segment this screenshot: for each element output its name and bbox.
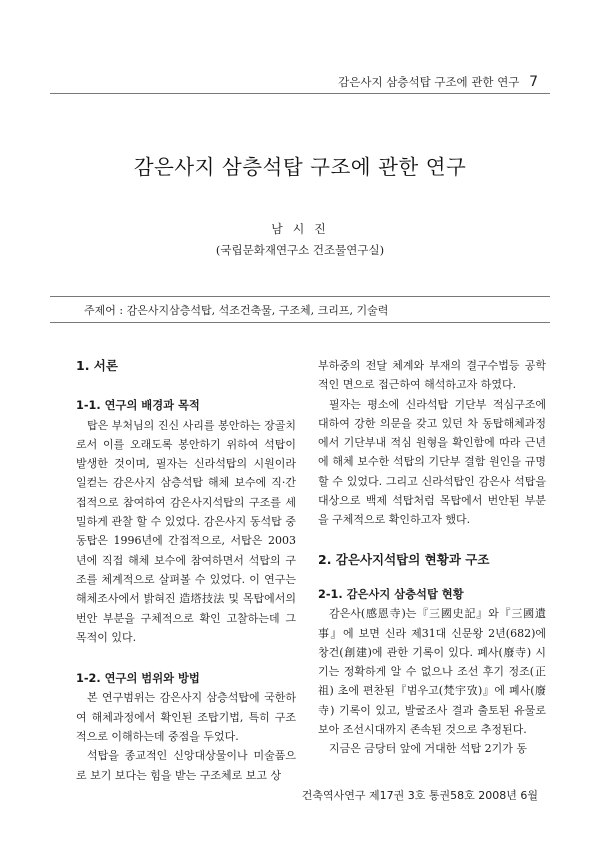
author-affiliation: (국립문화재연구소 건조물연구실) bbox=[215, 243, 385, 257]
left-column bbox=[76, 356, 296, 785]
author-name: 남 시 진 bbox=[271, 222, 329, 236]
paragraph-motivation: 필자는 평소에 신라석탑 기단부 적심구조에 대하여 강한 의문을 갖고 있던 차 동탑해체과정에서 기단부내 적심 원형을 확인함에 따라 근년에 해체 보수한 석탑의 기단부 결함 원인을 규명할 수 있었다. 그리고 신라석탑인 감은사 석탑을 대상으로 백제 석탑처럼 목탑에서 번안된 부분을 구체적으로 확인하고자 했다. bbox=[318, 397, 546, 527]
running-title: 감은사지 삼층석탑 구조에 관한 연구 bbox=[338, 75, 520, 89]
running-header bbox=[338, 74, 538, 90]
paragraph-method-continued: 부하중의 전달 체계와 부재의 결구수법등 공학적인 면으로 접근하여 해석하고자 하였다. bbox=[318, 359, 546, 392]
paragraph-background: 탑은 부처님의 진신 사리를 봉안하는 장골치로서 이를 오래도록 봉안하기 위하여 석탑이 발생한 것이며, 필자는 신라석탑의 시원이라 일컫는 감은사지 삼층석탑 해체 보수에 직·간접적으로 참여하여 감은사지석탑의 구조를 세밀하게 관찰 할 수 있었다. 감은사지 동석탑 중 동탑은 1996년에 간접적으로, 서탑은 2003년에 직접 해체 보수에 참여하면서 석탑의 구조를 체계적으로 살펴볼 수 있었다. 이 연구는 해체조사에서 밝혀진 造塔技法 및 목탑에서의 번안 부분을 구체적으로 확인 고찰하는데 그 목적이 있다. bbox=[76, 418, 296, 644]
right-column bbox=[318, 356, 546, 759]
subsection-heading-background: 1-1. 연구의 배경과 목적 bbox=[76, 399, 200, 413]
paragraph-current-site: 지금은 금당터 앞에 거대한 석탑 2기가 동 bbox=[329, 742, 527, 756]
page-number: 7 bbox=[529, 74, 538, 90]
subsection-heading-current-status: 2-1. 감은사지 삼층석탑 현황 bbox=[318, 587, 464, 601]
journal-citation: 건축역사연구 제17권 3호 통권58호 2008년 6월 bbox=[301, 789, 538, 802]
header-divider bbox=[50, 93, 550, 94]
paragraph-scope: 본 연구범위는 감은사지 삼층석탑에 국한하여 해체과정에서 확인된 조탑기법, 특히 구조적으로 이해하는데 중점을 두었다. bbox=[76, 691, 296, 744]
section-heading-intro: 1. 서론 bbox=[76, 358, 118, 373]
article-title: 감은사지 삼층석탑 구조에 관한 연구 bbox=[133, 155, 467, 179]
subsection-heading-scope: 1-2. 연구의 범위와 방법 bbox=[76, 672, 200, 686]
paragraph-history: 감은사(感恩寺)는『三國史記』와『三國遺事』에 보면 신라 제31대 신문왕 2년(682)에 창건(創建)에 관한 기록이 있다. 폐사(廢寺) 시기는 정확하게 알 수 없으나 조선 후기 정조(正祖) 초에 편찬된『범우고(梵宇攷)』에 폐사(廢寺) 기록이 있고, 발굴조사 결과 출토된 유물로 보아 조선시대까지 존속된 것으로 추정된다. bbox=[318, 607, 546, 737]
keywords-text: 주제어 : 감은사지삼층석탑, 석조건축물, 구조체, 크리프, 기술력 bbox=[84, 304, 389, 317]
section-heading-status: 2. 감은사지석탑의 현황과 구조 bbox=[318, 551, 490, 567]
keywords-box bbox=[50, 296, 550, 323]
paragraph-method: 석탑을 종교적인 신앙대상물이나 미술품으로 보기 보다는 힘을 받는 구조체로 보고 상 bbox=[76, 749, 296, 782]
